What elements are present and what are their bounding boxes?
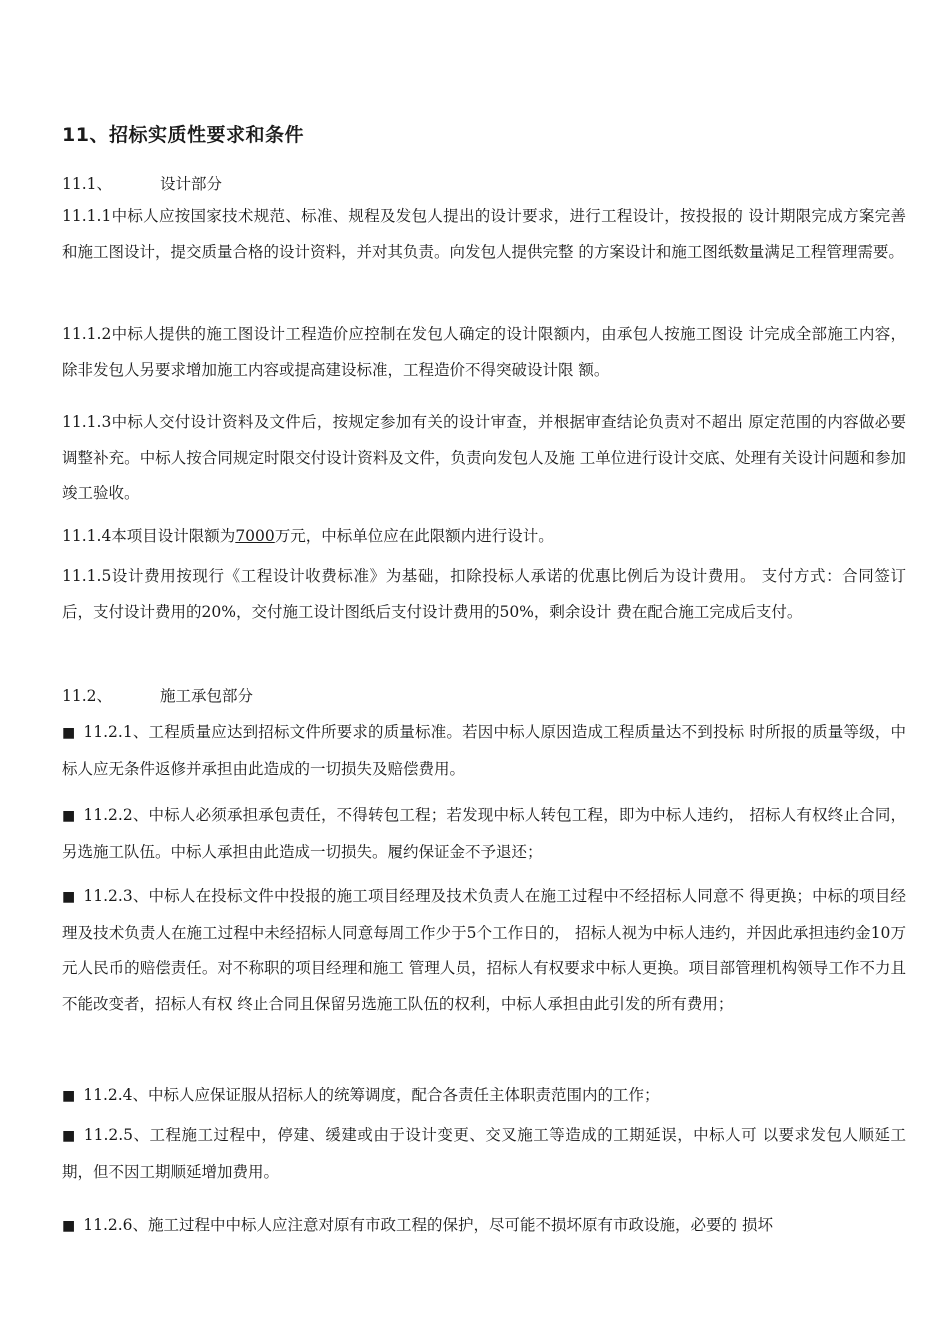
subsection-label: 设计部分 [160, 175, 223, 193]
bullet-square-icon: ■ [62, 808, 76, 824]
clause-text: 11.2.6、施工过程中中标人应注意对原有市政工程的保护，尽可能不损坏原有市政设施，必要的 损坏 [83, 1216, 773, 1234]
clause-11-2-6 [62, 1208, 906, 1245]
clause-text: 11.2.1、工程质量应达到招标文件所要求的质量标准。若因中标人原因造成工程质量达不到投标 时所报的质量等级，中标人应无条件返修并承担由此造成的一切损失及赔偿费用。 [62, 723, 906, 778]
bullet-square-icon: ■ [62, 725, 76, 741]
bullet-square-icon: ■ [62, 889, 76, 905]
clause-11-1-5: 11.1.5设计费用按现行《工程设计收费标准》为基础，扣除投标人承诺的优惠比例后为设计费用。 支付方式：合同签订后，支付设计费用的20%，交付施工设计图纸后支付设计费用的50%，剩余设计 费在配合施工完成后支付。 [62, 567, 906, 621]
subsection-label: 施工承包部分 [160, 687, 254, 705]
clause-11-2-5 [62, 1118, 906, 1190]
subsection-heading-design [62, 172, 222, 194]
clause-11-1-4-prefix: 11.1.4本项目设计限额为 [62, 527, 236, 545]
subsection-number: 11.1、 [62, 175, 113, 193]
clause-11-1-2: 11.1.2中标人提供的施工图设计工程造价应控制在发包人确定的设计限额内，由承包人按施工图设 计完成全部施工内容，除非发包人另要求增加施工内容或提高建设标准，工程造价不得突破设计限 额。 [62, 325, 906, 379]
clause-11-1-4 [62, 519, 906, 555]
clause-11-1-4-suffix: 万元，中标单位应在此限额内进行设计。 [274, 527, 554, 545]
bullet-square-icon: ■ [62, 1088, 76, 1104]
clause-11-1-1: 11.1.1中标人应按国家技术规范、标准、规程及发包人提出的设计要求，进行工程设计，按投报的 设计期限完成方案完善和施工图设计，提交质量合格的设计资料，并对其负责。向发包人提供完整 的方案设计和施工图纸数量满足工程管理需要。 [62, 207, 906, 261]
clause-11-2-3 [62, 879, 906, 1022]
clause-text: 11.2.3、中标人在投标文件中投报的施工项目经理及技术负责人在施工过程中不经招标人同意不 得更换；中标的项目经理及技术负责人在施工过程中未经招标人同意每周工作少于5个工作日的， 招标人视为中标人违约，并因此承担违约金10万元人民币的赔偿责任。对不称职的项目经理和施工 管理人员，招标人有权要求中标人更换。项目部管理机构领导工作不力且不能改变者，招标人有权 终止合同且保留另选施工队伍的权利，中标人承担由此引发的所有费用； [62, 887, 906, 1013]
design-limit-amount: 7000 [235, 527, 275, 545]
bullet-square-icon: ■ [62, 1218, 76, 1234]
clause-text: 11.2.5、工程施工过程中，停建、缓建或由于设计变更、交叉施工等造成的工期延误，中标人可 以要求发包人顺延工期，但不因工期顺延增加费用。 [62, 1126, 906, 1181]
subsection-heading-construction [62, 684, 253, 706]
clause-text: 11.2.4、中标人应保证服从招标人的统筹调度，配合各责任主体职责范围内的工作； [83, 1086, 660, 1104]
clause-11-1-3: 11.1.3中标人交付设计资料及文件后，按规定参加有关的设计审查，并根据审查结论负责对不超出 原定范围的内容做必要调整补充。中标人按合同规定时限交付设计资料及文件，负责向发包人及施 工单位进行设计交底、处理有关设计问题和参加竣工验收。 [62, 413, 906, 502]
clause-11-2-2 [62, 798, 906, 870]
subsection-number: 11.2、 [62, 687, 113, 705]
bullet-square-icon: ■ [62, 1128, 76, 1144]
section-title: 11、招标实质性要求和条件 [62, 124, 304, 146]
clause-11-2-4 [62, 1078, 906, 1115]
clause-11-2-1 [62, 715, 906, 787]
clause-text: 11.2.2、中标人必须承担承包责任，不得转包工程；若发现中标人转包工程，即为中标人违约， 招标人有权终止合同，另选施工队伍。中标人承担由此造成一切损失。履约保证金不予退还； [62, 806, 906, 861]
